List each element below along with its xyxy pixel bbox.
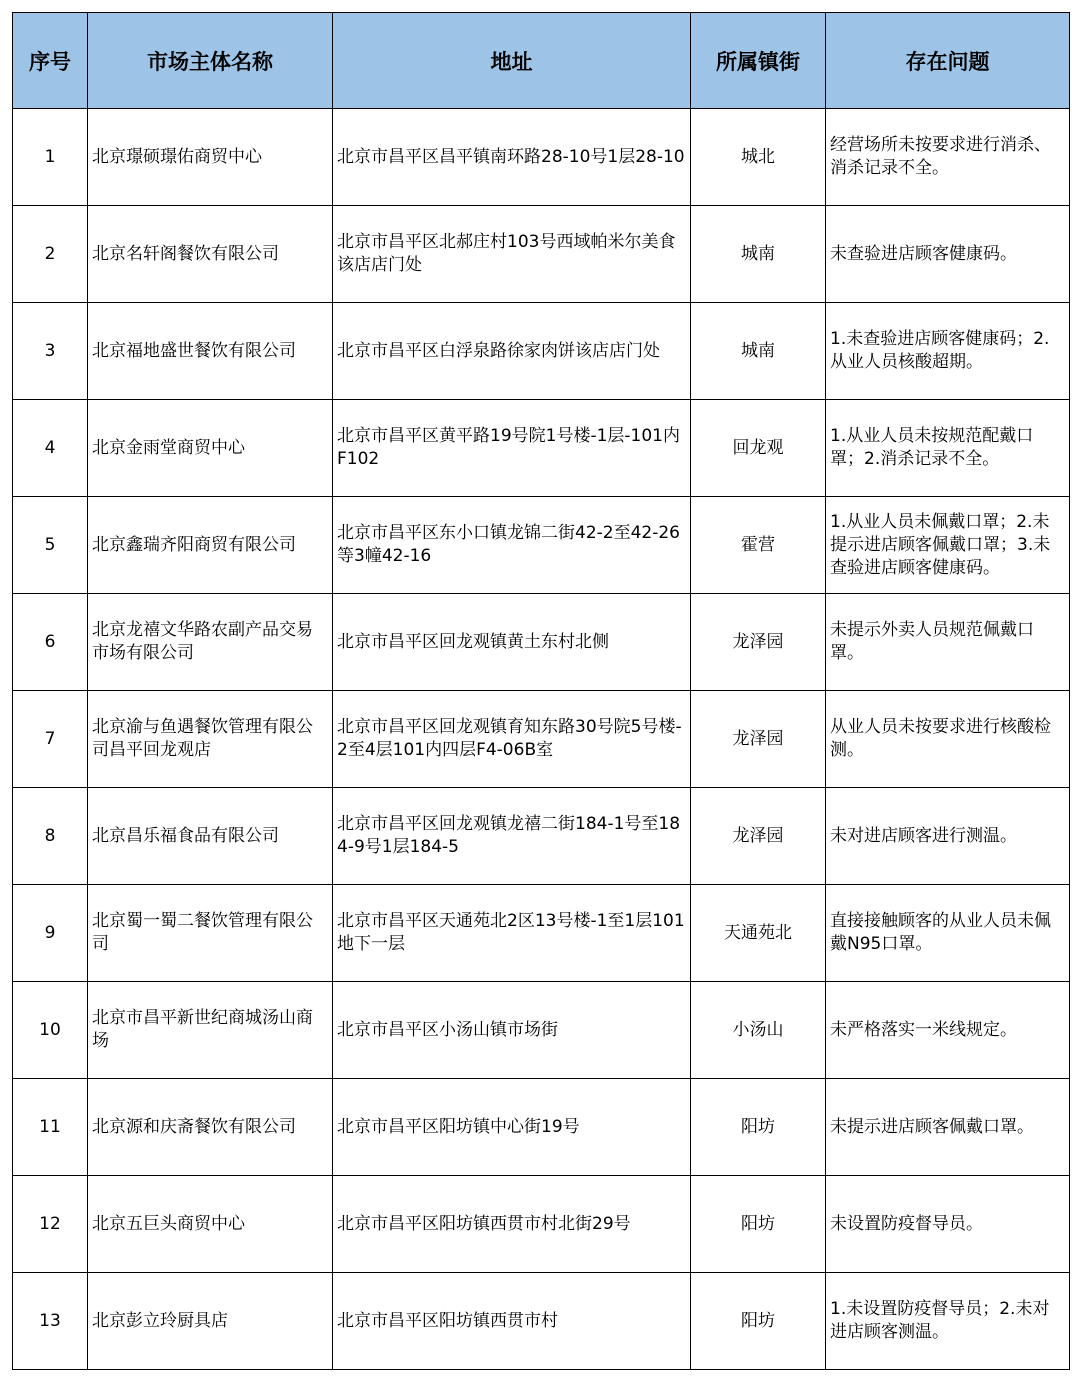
cell-entity-name: 北京福地盛世餐饮有限公司 xyxy=(88,303,333,400)
table-row xyxy=(13,691,1070,788)
cell-entity-name: 北京金雨堂商贸中心 xyxy=(88,400,333,497)
table-row xyxy=(13,497,1070,594)
table-row xyxy=(13,109,1070,206)
table-row xyxy=(13,400,1070,497)
cell-issues: 直接接触顾客的从业人员未佩戴N95口罩。 xyxy=(826,885,1070,982)
cell-serial-number: 2 xyxy=(13,206,88,303)
cell-serial-number: 9 xyxy=(13,885,88,982)
cell-issues: 1.从业人员未佩戴口罩；2.未提示进店顾客佩戴口罩；3.未查验进店顾客健康码。 xyxy=(826,497,1070,594)
cell-serial-number: 7 xyxy=(13,691,88,788)
cell-serial-number: 3 xyxy=(13,303,88,400)
cell-town-street: 阳坊 xyxy=(691,1273,826,1370)
cell-issues: 1.从业人员未按规范配戴口罩；2.消杀记录不全。 xyxy=(826,400,1070,497)
cell-serial-number: 6 xyxy=(13,594,88,691)
inspection-table xyxy=(12,12,1070,1370)
table-row xyxy=(13,885,1070,982)
cell-town-street: 龙泽园 xyxy=(691,788,826,885)
cell-entity-name: 北京彭立玲厨具店 xyxy=(88,1273,333,1370)
cell-entity-name: 北京源和庆斋餐饮有限公司 xyxy=(88,1079,333,1176)
cell-issues: 未对进店顾客进行测温。 xyxy=(826,788,1070,885)
cell-address: 北京市昌平区北郝庄村103号西域帕米尔美食该店店门处 xyxy=(333,206,691,303)
cell-town-street: 阳坊 xyxy=(691,1176,826,1273)
table-row xyxy=(13,788,1070,885)
cell-town-street: 回龙观 xyxy=(691,400,826,497)
cell-address: 北京市昌平区东小口镇龙锦二街42-2至42-26等3幢42-16 xyxy=(333,497,691,594)
cell-town-street: 城南 xyxy=(691,303,826,400)
cell-serial-number: 4 xyxy=(13,400,88,497)
header-entity-name: 市场主体名称 xyxy=(88,13,333,109)
cell-entity-name: 北京蜀一蜀二餐饮管理有限公司 xyxy=(88,885,333,982)
cell-entity-name: 北京五巨头商贸中心 xyxy=(88,1176,333,1273)
table-header xyxy=(13,13,1070,109)
cell-town-street: 天通苑北 xyxy=(691,885,826,982)
cell-serial-number: 13 xyxy=(13,1273,88,1370)
table-row xyxy=(13,1273,1070,1370)
cell-issues: 1.未设置防疫督导员；2.未对进店顾客测温。 xyxy=(826,1273,1070,1370)
table-row xyxy=(13,982,1070,1079)
cell-address: 北京市昌平区回龙观镇育知东路30号院5号楼-2至4层101内四层F4-06B室 xyxy=(333,691,691,788)
table-row xyxy=(13,206,1070,303)
cell-address: 北京市昌平区阳坊镇西贯市村北街29号 xyxy=(333,1176,691,1273)
header-row xyxy=(13,13,1070,109)
table-row xyxy=(13,1079,1070,1176)
cell-issues: 未提示进店顾客佩戴口罩。 xyxy=(826,1079,1070,1176)
cell-serial-number: 11 xyxy=(13,1079,88,1176)
header-serial-number: 序号 xyxy=(13,13,88,109)
cell-issues: 未查验进店顾客健康码。 xyxy=(826,206,1070,303)
cell-town-street: 城南 xyxy=(691,206,826,303)
cell-town-street: 龙泽园 xyxy=(691,594,826,691)
cell-issues: 未设置防疫督导员。 xyxy=(826,1176,1070,1273)
cell-serial-number: 5 xyxy=(13,497,88,594)
cell-entity-name: 北京昌乐福食品有限公司 xyxy=(88,788,333,885)
cell-issues: 1.未查验进店顾客健康码；2.从业人员核酸超期。 xyxy=(826,303,1070,400)
table-row xyxy=(13,1176,1070,1273)
cell-town-street: 霍营 xyxy=(691,497,826,594)
cell-serial-number: 12 xyxy=(13,1176,88,1273)
cell-entity-name: 北京鑫瑞齐阳商贸有限公司 xyxy=(88,497,333,594)
cell-address: 北京市昌平区回龙观镇黄土东村北侧 xyxy=(333,594,691,691)
cell-entity-name: 北京名轩阁餐饮有限公司 xyxy=(88,206,333,303)
cell-entity-name: 北京渝与鱼遇餐饮管理有限公司昌平回龙观店 xyxy=(88,691,333,788)
cell-town-street: 龙泽园 xyxy=(691,691,826,788)
cell-serial-number: 10 xyxy=(13,982,88,1079)
cell-issues: 未严格落实一米线规定。 xyxy=(826,982,1070,1079)
cell-address: 北京市昌平区黄平路19号院1号楼-1层-101内F102 xyxy=(333,400,691,497)
cell-address: 北京市昌平区阳坊镇中心街19号 xyxy=(333,1079,691,1176)
cell-entity-name: 北京市昌平新世纪商城汤山商场 xyxy=(88,982,333,1079)
cell-issues: 从业人员未按要求进行核酸检测。 xyxy=(826,691,1070,788)
cell-address: 北京市昌平区小汤山镇市场街 xyxy=(333,982,691,1079)
cell-address: 北京市昌平区回龙观镇龙禧二街184-1号至184-9号1层184-5 xyxy=(333,788,691,885)
header-address: 地址 xyxy=(333,13,691,109)
cell-town-street: 阳坊 xyxy=(691,1079,826,1176)
header-town-street: 所属镇街 xyxy=(691,13,826,109)
cell-address: 北京市昌平区天通苑北2区13号楼-1至1层101地下一层 xyxy=(333,885,691,982)
cell-entity-name: 北京龙禧文华路农副产品交易市场有限公司 xyxy=(88,594,333,691)
table-row xyxy=(13,594,1070,691)
cell-issues: 经营场所未按要求进行消杀、消杀记录不全。 xyxy=(826,109,1070,206)
cell-serial-number: 1 xyxy=(13,109,88,206)
table-body xyxy=(13,109,1070,1370)
cell-town-street: 小汤山 xyxy=(691,982,826,1079)
cell-address: 北京市昌平区白浮泉路徐家肉饼该店店门处 xyxy=(333,303,691,400)
cell-address: 北京市昌平区昌平镇南环路28-10号1层28-10 xyxy=(333,109,691,206)
cell-entity-name: 北京璟硕璟佑商贸中心 xyxy=(88,109,333,206)
cell-serial-number: 8 xyxy=(13,788,88,885)
cell-address: 北京市昌平区阳坊镇西贯市村 xyxy=(333,1273,691,1370)
cell-town-street: 城北 xyxy=(691,109,826,206)
cell-issues: 未提示外卖人员规范佩戴口罩。 xyxy=(826,594,1070,691)
header-issues: 存在问题 xyxy=(826,13,1070,109)
table-row xyxy=(13,303,1070,400)
